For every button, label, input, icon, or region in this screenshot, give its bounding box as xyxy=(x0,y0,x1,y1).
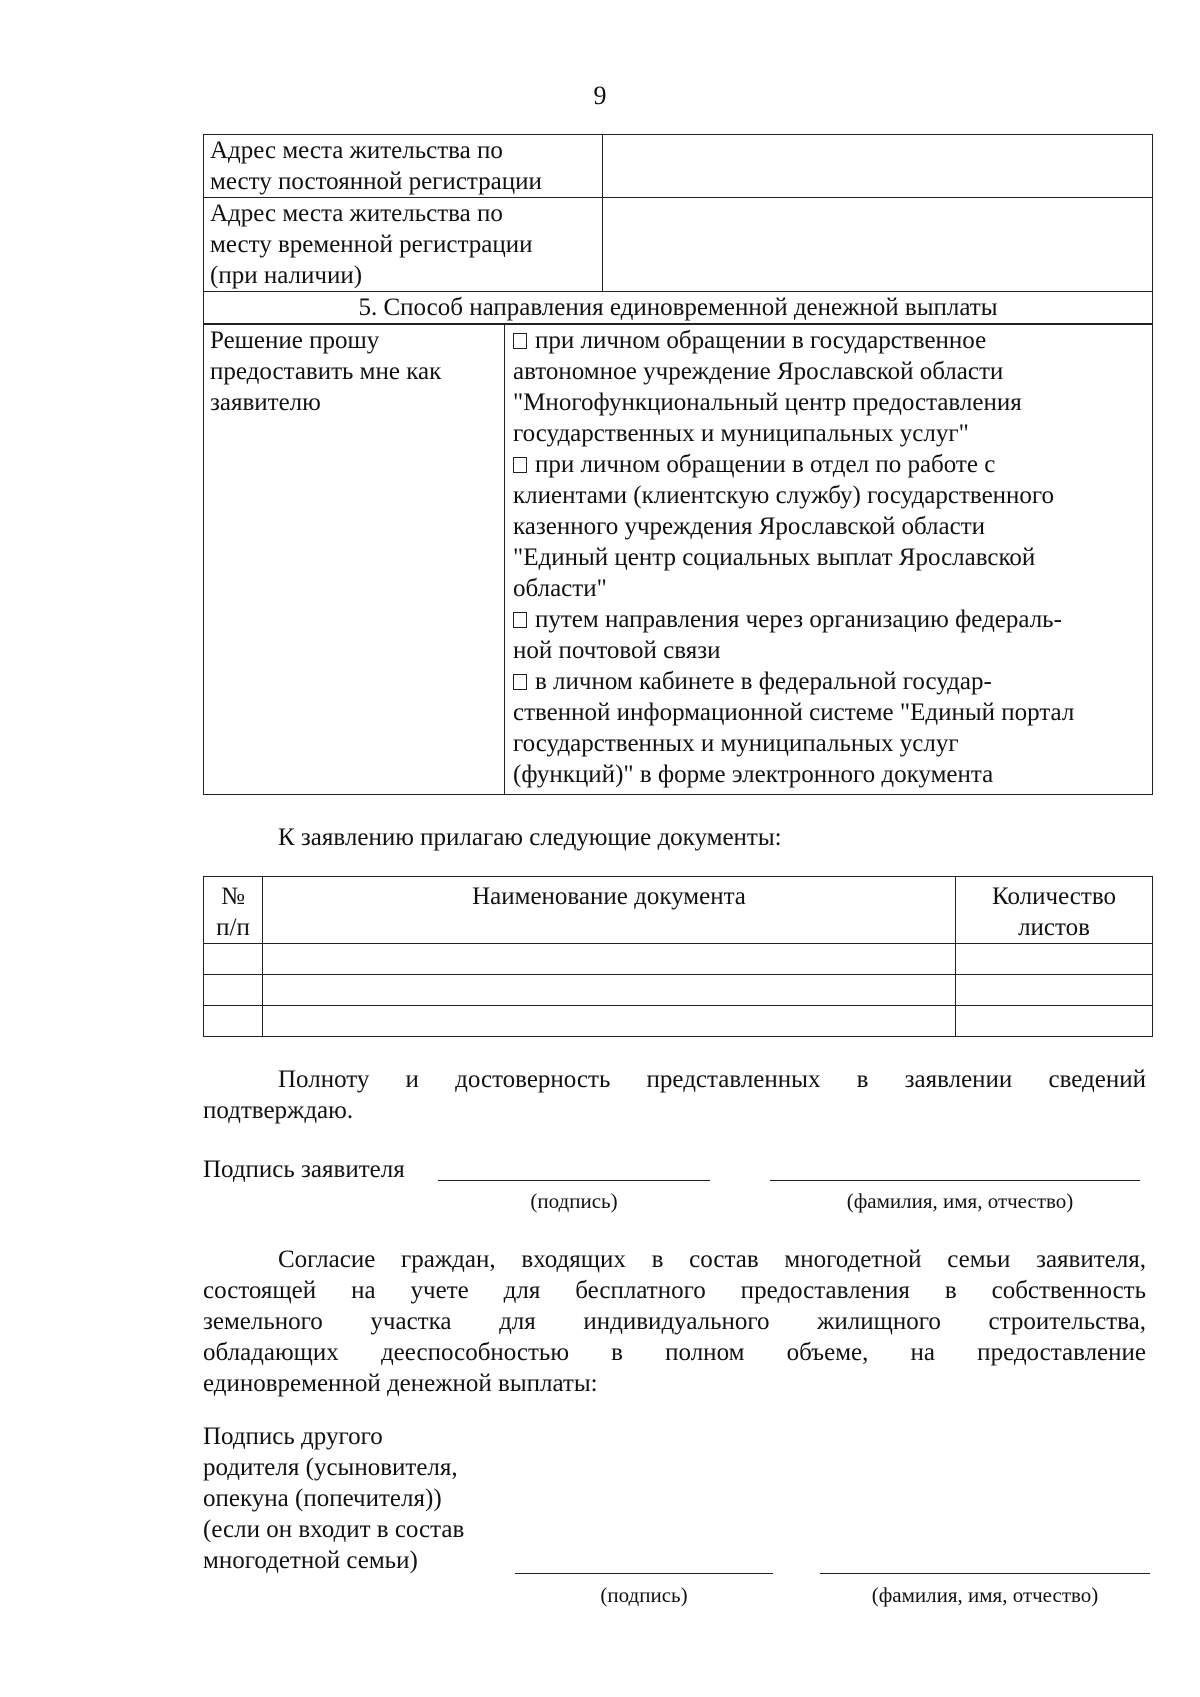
applicant-signature-label: Подпись заявителя xyxy=(203,1156,405,1183)
table-cell[interactable] xyxy=(263,975,956,1006)
column-header-number: № п/п xyxy=(204,877,263,944)
applicant-name-line[interactable] xyxy=(770,1180,1140,1181)
table-row xyxy=(204,325,1153,795)
consent-line-3: земельного участка для индивидуального жилищного строительства, xyxy=(203,1308,1146,1335)
table-cell[interactable] xyxy=(204,975,263,1006)
other-parent-name-caption: (фамилия, имя, отчество) xyxy=(871,1583,1099,1607)
permanent-address-label: Адрес места жительства по месту постоянной регистрации xyxy=(204,135,603,198)
option-social-payments-center[interactable]: при личном обращении в отдел по работе с клиентами (клиентскую службу) государственного казенного учреждения Ярославской области "Единый центр социальных выплат Ярославской области" xyxy=(513,451,1055,602)
confirmation-line-1: Полноту и достоверность представленных в заявлении сведений xyxy=(278,1066,1146,1093)
option-gosuslugi[interactable]: в личном кабинете в федеральной государ- ственной информационной системе "Единый портал государственных и муниципальных услуг (функций)" в форме электронного документа xyxy=(513,668,1075,788)
table-row xyxy=(204,292,1153,324)
table-row xyxy=(204,1006,1153,1037)
table-row xyxy=(204,198,1153,292)
section-title: 5. Способ направления единовременной денежной выплаты xyxy=(204,292,1153,324)
permanent-address-field[interactable] xyxy=(603,135,1153,198)
consent-line-1: Согласие граждан, входящих в состав многодетной семьи заявителя, xyxy=(278,1246,1146,1273)
consent-line-4: обладающих дееспособностью в полном объеме, на предоставление xyxy=(203,1339,1146,1366)
other-parent-signature-line[interactable] xyxy=(515,1573,773,1574)
temporary-address-field[interactable] xyxy=(603,198,1153,292)
column-header-sheet-count: Количество листов xyxy=(956,877,1153,944)
table-cell[interactable] xyxy=(263,1006,956,1037)
attachments-intro: К заявлению прилагаю следующие документы: xyxy=(278,824,782,851)
table-row xyxy=(204,975,1153,1006)
applicant-signature-caption: (подпись) xyxy=(530,1189,618,1213)
address-table xyxy=(203,134,1153,324)
applicant-name-caption: (фамилия, имя, отчество) xyxy=(846,1189,1074,1213)
checkbox[interactable] xyxy=(513,674,527,690)
documents-table xyxy=(203,876,1153,1037)
payment-method-table xyxy=(203,324,1153,795)
applicant-signature-line[interactable] xyxy=(438,1180,710,1181)
table-cell[interactable] xyxy=(956,1006,1153,1037)
payment-method-label: Решение прошу предоставить мне как заявителю xyxy=(204,325,505,795)
other-parent-name-line[interactable] xyxy=(820,1573,1150,1574)
option-mfc[interactable]: при личном обращении в государственное автономное учреждение Ярославской области "Многофункциональный центр предоставления государственных и муниципальных услуг" xyxy=(513,327,1022,447)
table-cell[interactable] xyxy=(204,1006,263,1037)
confirmation-line-2: подтверждаю. xyxy=(203,1097,354,1124)
page-number: 9 xyxy=(593,81,607,110)
table-header-row xyxy=(204,877,1153,944)
temporary-address-label: Адрес места жительства по месту временной регистрации (при наличии) xyxy=(204,198,603,292)
other-parent-signature-label: Подпись другого родителя (усыновителя, опекуна (попечителя)) (если он входит в состав многодетной семьи) xyxy=(203,1423,465,1574)
table-cell[interactable] xyxy=(956,944,1153,975)
table-row xyxy=(204,944,1153,975)
consent-line-5: единовременной денежной выплаты: xyxy=(203,1370,598,1397)
other-parent-signature-caption: (подпись) xyxy=(600,1583,688,1607)
table-cell[interactable] xyxy=(956,975,1153,1006)
checkbox[interactable] xyxy=(513,612,527,628)
table-cell[interactable] xyxy=(204,944,263,975)
payment-method-options xyxy=(505,325,1153,795)
column-header-document-name: Наименование документа xyxy=(263,877,956,944)
table-row xyxy=(204,135,1153,198)
table-cell[interactable] xyxy=(263,944,956,975)
consent-line-2: состоящей на учете для бесплатного предоставления в собственность xyxy=(203,1277,1146,1304)
checkbox[interactable] xyxy=(513,457,527,473)
checkbox[interactable] xyxy=(513,333,527,349)
option-postal[interactable]: путем направления через организацию федераль- ной почтовой связи xyxy=(513,606,1062,664)
